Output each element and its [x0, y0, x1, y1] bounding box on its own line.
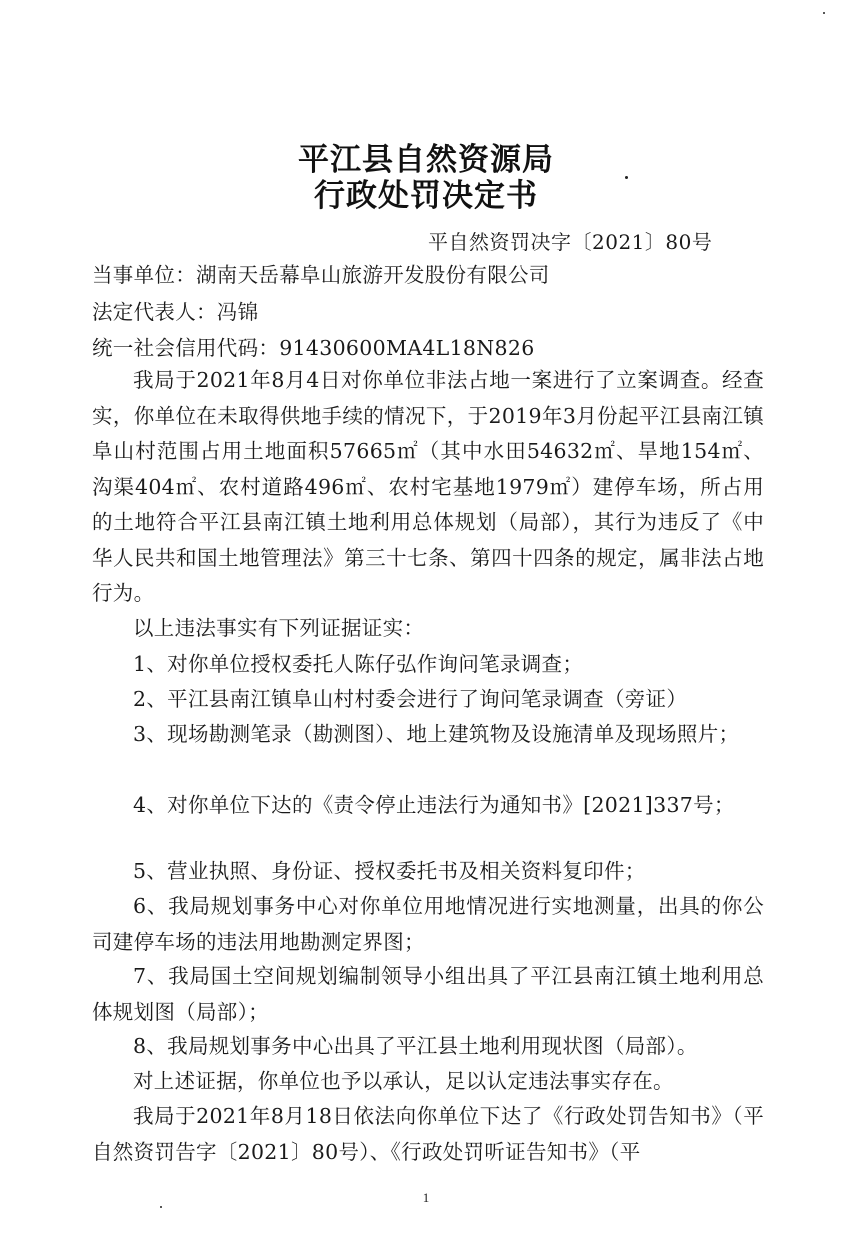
document-number: 平自然资罚决字〔2021〕80号 [428, 230, 713, 254]
document-title-type: 行政处罚决定书 [314, 178, 538, 214]
notice-paragraph: 我局于2021年8月18日依法向你单位下达了《行政处罚告知书》（平自然资罚告字〔2021〕80号）、《行政处罚听证告知书》（平 [92, 1104, 764, 1164]
party-line: 当事单位：湖南天岳幕阜山旅游开发股份有限公司 [92, 263, 550, 287]
scan-speck [160, 1206, 162, 1208]
scan-speck [625, 176, 628, 179]
evidence-intro: 以上违法事实有下列证据证实： [133, 616, 425, 640]
evidence-item: 1、对你单位授权委托人陈仔弘作询问笔录调查； [133, 652, 584, 676]
evidence-item: 2、平江县南江镇阜山村村委会进行了询问笔录调查（旁证） [133, 687, 688, 711]
evidence-item: 4、对你单位下达的《责令停止违法行为通知书》[2021]337号； [133, 793, 735, 817]
page-number: 1 [422, 1190, 430, 1205]
evidence-item: 5、营业执照、身份证、授权委托书及相关资料复印件； [133, 859, 646, 883]
legal-representative-line: 法定代表人：冯锦 [92, 300, 259, 324]
document-title-agency: 平江县自然资源局 [298, 142, 554, 178]
scan-speck [823, 12, 825, 14]
evidence-item: 6、我局规划事务中心对你单位用地情况进行实地测量，出具的你公司建停车场的违法用地勘测定界图； [92, 894, 764, 954]
evidence-item: 7、我局国土空间规划编制领导小组出具了平江县南江镇土地利用总体规划图（局部）； [92, 964, 764, 1024]
admission-paragraph: 对上述证据，你单位也予以承认，足以认定违法事实存在。 [133, 1069, 674, 1093]
credit-code-line: 统一社会信用代码：91430600MA4L18N826 [92, 336, 535, 360]
evidence-item: 3、现场勘测笔录（勘测图）、地上建筑物及设施清单及现场照片； [133, 722, 740, 746]
case-facts-paragraph: 我局于2021年8月4日对你单位非法占地一案进行了立案调查。经查实，你单位在未取得供地手续的情况下，于2019年3月份起平江县南江镇阜山村范围占用土地面积57665㎡（其中水田54632㎡、旱地154㎡、沟渠404㎡、农村道路496㎡、农村宅基地1979㎡）建停车场，所占用的土地符合平江县南江镇土地利用总体规划（局部），其行为违反了《中华人民共和国土地管理法》第三十七条、第四十四条的规定，属非法占地行为。 [92, 368, 764, 605]
evidence-item: 8、我局规划事务中心出具了平江县土地利用现状图（局部）。 [133, 1034, 698, 1058]
